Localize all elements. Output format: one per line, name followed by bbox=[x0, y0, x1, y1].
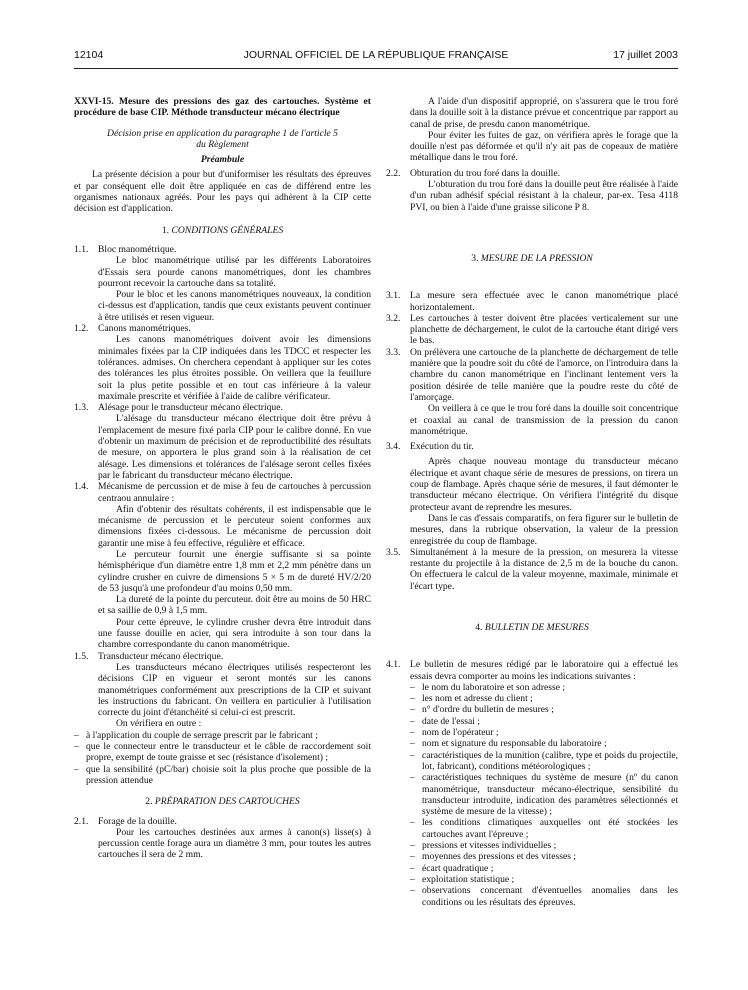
item-1-5: 1.5. Transducteur mécano électrique. bbox=[74, 650, 224, 662]
list-item: – exploitation statistique ; bbox=[410, 873, 515, 885]
item-1-5-para: On vérifiera en outre : bbox=[116, 718, 202, 730]
list-item: – nom et signature du responsable du laboratoire ; bbox=[410, 738, 607, 750]
list-item: – n° d'ordre du bulletin de mesures ; bbox=[410, 704, 554, 716]
item-1-5-para: Les transducteurs mécano électriques utilisés respecteront les décisions CIP en vigueur et seront montés sur les canons manométriques conformément aux prescriptions de la CIP et suivant les instructions du fabricant. On veillera en particulier à l'utilisation correcte du joint d'étanchéité si celui-ci est prescrit. bbox=[98, 661, 371, 719]
item-2-2: 2.2. Obturation du trou foré dans la douille. bbox=[386, 167, 561, 179]
item-1-1-para: Pour le bloc et les canons manométriques nouveaux, la condition ci-dessus est d'application, tandis que ceux existants peuvent continuer à être utilisés et resen vigueur. bbox=[98, 289, 371, 323]
running-header bbox=[74, 49, 678, 65]
item-1-4-para: Pour cette épreuve, le cylindre crusher devra être introduit dans une fausse douille en acier, qui sera introduite à son tour dans la chambre correspondante du canon manométrique. bbox=[98, 616, 371, 651]
list-item: – observations concernant d'éventuelles anomalies dans les conditions ou les résultats des épreuves. bbox=[410, 885, 678, 908]
item-1-2: 1.2. Canons manométriques. bbox=[74, 323, 191, 335]
decision-subtitle: Décision prise en application du paragraphe 1 de l'article 5 du Règlement bbox=[107, 127, 338, 150]
item-3-2: 3.2. Les cartouches à tester doivent être placées verticalement sur une planchette de déchargement, le culot de la cartouche étant dirigé vers le bas. bbox=[386, 312, 678, 347]
publication-date: 17 juillet 2003 bbox=[613, 49, 678, 61]
section-3-heading: 3. MESURE DE LA PRESSION bbox=[471, 252, 593, 264]
item-3-4: 3.4. Exécution du tir. bbox=[386, 441, 474, 453]
journal-title: JOURNAL OFFICIEL DE LA RÉPUBLIQUE FRANÇAISE bbox=[243, 49, 509, 61]
item-4-1: 4.1. Le bulletin de mesures rédigé par le laboratoire qui a effectué les essais devra comporter au moins les indications suivantes : bbox=[386, 659, 678, 682]
item-3-4-para: Dans le cas d'essais comparatifs, on fera figurer sur le bulletin de mesures, dans la rubrique observation, la valeur de la pression enregistrée du coup de flambage. bbox=[410, 512, 678, 547]
item-1-2-para: Les canons manométriques doivent avoir les dimensions minimales fixées par la CIP indiquées dans les TDCC et respecter les tolérances. admises. On cherchera cependant à appliquer sur les cotes des tolérances les plus étroites possible. On veillera que la feuillure soit la plus petite possible et en tout cas inférieure à la valeur maximale prescrite et vérifiée à l'aide de calibre vérificateur. bbox=[98, 334, 371, 402]
item-1-4: 1.4. Mécanisme de percussion et de mise à feu de cartouches à percussion centraou annulaire : bbox=[74, 481, 371, 504]
list-item: – pressions et vitesses individuelles ; bbox=[410, 840, 557, 852]
decision-title: XXVI-15. Mesure des pressions des gaz des cartouches. Système et procédure de base CIP. Méthode transducteur mécano électrique bbox=[74, 96, 371, 119]
indications-list bbox=[386, 682, 678, 908]
list-item: – écart quadratique ; bbox=[410, 862, 494, 874]
item-3-5: 3.5. Simultanément à la mesure de la pression, on mesurera la vitesse restante du projectile à la distance de 2,5 m de la bouche du canon. On effectuera le calcul de la valeur moyenne, maximale, minimale et l'écart type. bbox=[386, 546, 678, 592]
item-1-4-para: La dureté de la pointe du percuteur. doit être au moins de 50 HRC et sa saillie de 0,9 à 1,5 mm. bbox=[98, 594, 371, 617]
item-1-1: 1.1. Bloc manométrique. bbox=[74, 243, 177, 255]
item-3-4-para: Après chaque nouveau montage du transducteur mécano électrique et avant chaque série de mesures de pressions, on tirera un coup de flambage. Après chaque série de mesures, il faut démonter le transducteur mécano électrique. On vérifiera l'intégrité du disque protecteur avant de reprendre les mesures. bbox=[410, 456, 678, 513]
item-2-1-para: A l'aide d'un dispositif approprié, on s'assurera que le trou foré dans la douille soit à la distance prévue et concentrique par rapport au canal de prise, de presdu canon manométrique. bbox=[410, 96, 678, 130]
list-item: – date de l'essai ; bbox=[410, 715, 480, 727]
item-2-1: 2.1. Forage de la douille. bbox=[74, 815, 177, 827]
list-item: – à l'application du couple de serrage prescrit par le fabricant ; bbox=[74, 729, 318, 741]
list-item: – moyennes des pressions et des vitesses ; bbox=[410, 851, 577, 863]
preambule-heading: Préambule bbox=[200, 154, 245, 166]
left-column bbox=[74, 96, 371, 861]
item-2-2-para: L'obturation du trou foré dans la douille peut être réalisée à l'aide d'un ruban adhésif spécial résistant à la chaleur, par-ex. Tesa 4118 PVI, ou bien à l'aide d'une graisse silicone P 8. bbox=[410, 179, 678, 213]
item-1-4-para: Afin d'obtenir des résultats cohérents, il est indispensable que le mécanisme de percussion et le percuteur soient conformes aux dimensions fixées ci-dessous. Le mécanisme de percussion doit garantir une mise à feu effective, régulière et efficace. bbox=[98, 503, 371, 549]
preambule-text: La présente décision a pour but d'uniformiser les résultats des épreuves et par conséquent elle doit être appliquée en cas de différend entre les organismes nationaux agréés. Pour les pays qui adhèrent à la CIP cette décision est d'application. bbox=[74, 169, 371, 215]
item-1-1-para: Le bloc manométrique utilisé par les différents Laboratoires d'Essais sera pourde canons manométriques, dont les chambres pourront recevoir la cartouche dans sa totalité. bbox=[98, 255, 371, 289]
header-rule bbox=[74, 68, 678, 69]
section-2-heading: 2. PRÉPARATION DES CARTOUCHES bbox=[145, 796, 300, 808]
item-1-3-para: L'alésage du transducteur mécano électrique doit être prévu à l'emplacement de mesure fixé parla CIP pour le calibre donné. En vue d'obtenir un maximum de précision et de reproductibilité des résultats de mesure, on apportera le plus grand soin à la réalisation de cet alésage. Les dimensions et tolérances de l'alésage seront celles fixées par le fabricant du transducteur mécano électrique. bbox=[98, 413, 371, 481]
item-2-1-para: Pour les cartouches destinées aux armes à canon(s) lisse(s) à percussion centle forage aura un diamètre 3 mm, pour toutes les autres cartouches il sera de 2 mm. bbox=[98, 826, 371, 861]
section-4-heading: 4. BULLETIN DE MESURES bbox=[475, 621, 589, 633]
item-1-4-para: Le percuteur fournit une énergie suffisante si sa pointe hémisphérique d'un diamètre entre 1,8 mm et 2,2 mm pénètre dans un cylindre crusher en cuivre de dimensions 5 × 5 m de dureté HV/2/20 de 53 jusqu'à une profondeur d'au moins 0,50 mm. bbox=[98, 548, 371, 594]
item-2-1-para: Pour éviter les fuites de gaz, on vérifiera après le forage que la douille n'est pas déformée et qu'il n'y ait pas de copeaux de matière métallique dans le trou foré. bbox=[410, 129, 678, 164]
section-1-heading: 1. CONDITIONS GÉNÉRALES bbox=[161, 224, 284, 236]
list-item: – le nom du laboratoire et son adresse ; bbox=[410, 681, 566, 693]
list-item: – les nom et adresse du client ; bbox=[410, 693, 533, 705]
list-item: – que la sensibilité (pC/bar) choisie soit la plus proche que possible de la pression attendue bbox=[74, 763, 371, 786]
item-3-3: 3.3. On prélèvera une cartouche de la planchette de déchargement de telle manière que la poudre soit du côté de l'amorce, on l'introduira dans la chambre du canon manométrique en l'inclinant lentement vers la position désirée de telle manière que la poudre reste du côté de l'amorçage. bbox=[386, 346, 678, 403]
item-3-1: 3.1. La mesure sera effectuée avec le canon manométrique placé horizontalement. bbox=[386, 290, 678, 313]
page-number: 12104 bbox=[74, 49, 104, 61]
item-1-3: 1.3. Alésage pour le transducteur mécano électrique. bbox=[74, 402, 283, 414]
list-item: – nom de l'opérateur ; bbox=[410, 727, 499, 739]
list-item: – les conditions climatiques auxquelles ont été stockées les cartouches avant l'épreuve ; bbox=[410, 817, 678, 840]
right-column bbox=[386, 96, 678, 908]
list-item: – caractéristiques de la munition (calibre, type et poids du projectile, lot, fabricant), conditions météorologiques ; bbox=[410, 749, 679, 772]
list-item: – caractéristiques techniques du système de mesure (nº du canon manométrique, transducteur mécano-électrique, sensibilité du transducteur introduite, indication des paramètres sélectionnés et système de mesure de la vitesse) ; bbox=[410, 772, 678, 818]
list-item: – que le connecteur entre le transducteur et le câble de raccordement soit propre, exempt de toute graisse et sec (résistance d'isolement) ; bbox=[74, 741, 371, 764]
item-3-3-para: On veillera à ce que le trou foré dans la douille soit concentrique et coaxial au canal de transmission de la pression du canon manométrique. bbox=[410, 403, 678, 437]
